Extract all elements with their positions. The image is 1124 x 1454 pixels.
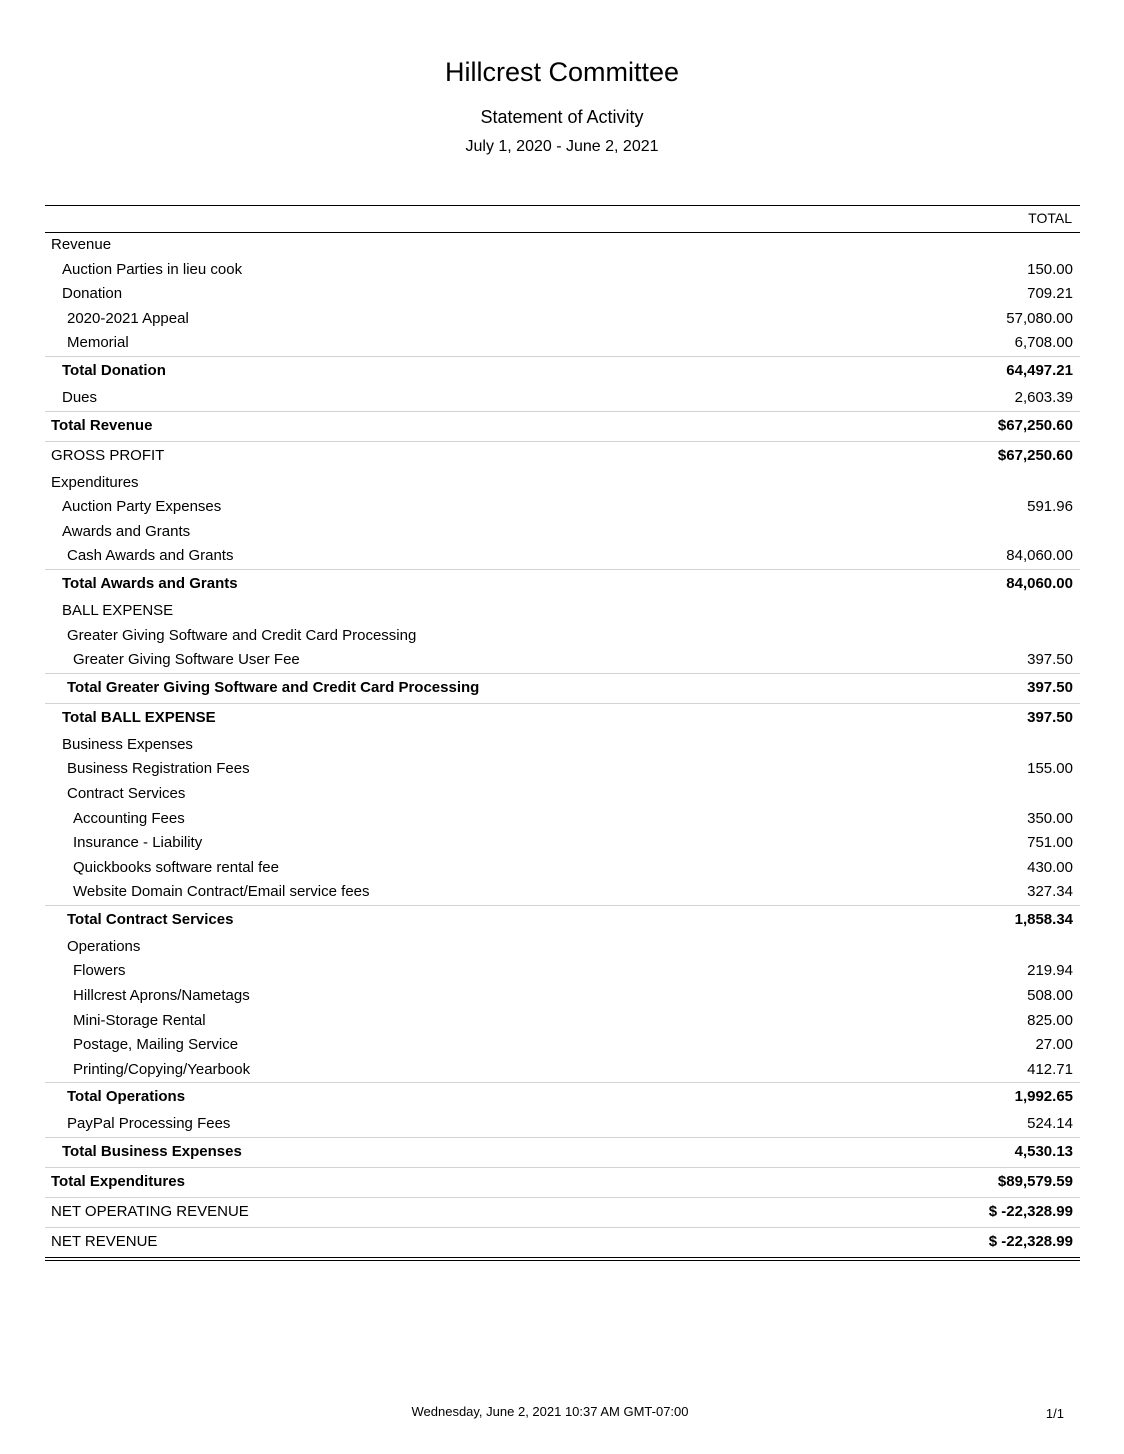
row-label: Total Contract Services — [67, 910, 234, 928]
row-label: Revenue — [51, 236, 112, 253]
double-underline — [45, 1257, 1080, 1261]
line-item-row — [45, 807, 1080, 832]
row-label: Memorial — [67, 334, 129, 352]
report-period: July 1, 2020 - June 2, 2021 — [465, 138, 659, 155]
line-item-row — [45, 984, 1080, 1009]
row-amount: 709.21 — [1027, 285, 1073, 303]
row-label: Total Operations — [67, 1088, 186, 1106]
total-row — [45, 411, 1080, 439]
statement-table — [45, 205, 1080, 1261]
column-header — [45, 206, 1080, 233]
row-label: Awards and Grants — [62, 522, 191, 540]
row-label: Website Domain Contract/Email service fees — [73, 883, 370, 901]
row-amount: $89,579.59 — [997, 1173, 1073, 1191]
section-row — [45, 233, 1080, 258]
row-amount: 430.00 — [1027, 858, 1073, 876]
line-item-row — [45, 386, 1080, 411]
line-item-row — [45, 1033, 1080, 1058]
row-amount: 397.50 — [1027, 708, 1073, 726]
line-item-row — [45, 1112, 1080, 1137]
row-label: Printing/Copying/Yearbook — [73, 1060, 251, 1078]
row-label: Cash Awards and Grants — [67, 547, 234, 565]
row-label: Flowers — [73, 962, 126, 980]
row-amount: 397.50 — [1027, 678, 1073, 696]
row-label: Accounting Fees — [73, 809, 185, 827]
row-label: Business Registration Fees — [67, 760, 250, 778]
row-label: Contract Services — [67, 784, 186, 802]
line-item-row — [45, 831, 1080, 856]
report-title: Statement of Activity — [480, 107, 644, 127]
statement-rows — [45, 233, 1080, 1255]
row-label: Total Revenue — [51, 416, 153, 434]
row-label: PayPal Processing Fees — [67, 1115, 231, 1133]
row-label: Donation — [62, 285, 123, 303]
row-amount: $67,250.60 — [997, 416, 1073, 434]
total-row — [45, 673, 1080, 701]
row-amount: 2,603.39 — [1014, 388, 1073, 406]
row-label: Mini-Storage Rental — [73, 1011, 206, 1029]
footer-timestamp: Wednesday, June 2, 2021 10:37 AM GMT-07:00 — [411, 1404, 689, 1419]
section-row — [45, 520, 1080, 545]
row-label: Total Expenditures — [51, 1173, 185, 1191]
row-amount: 84,060.00 — [1006, 547, 1073, 565]
row-label: Quickbooks software rental fee — [73, 858, 279, 876]
total-row — [45, 1167, 1080, 1195]
row-amount: 524.14 — [1027, 1115, 1073, 1133]
total-row — [45, 356, 1080, 384]
line-item-row — [45, 258, 1080, 283]
line-item-row — [45, 856, 1080, 881]
page-number: 1/1 — [1045, 1406, 1064, 1421]
row-amount: 508.00 — [1027, 987, 1073, 1005]
row-label: Hillcrest Aprons/Nametags — [73, 987, 250, 1005]
total-row — [45, 1082, 1080, 1110]
total-row — [45, 905, 1080, 933]
row-amount: 751.00 — [1027, 834, 1073, 852]
row-label: Total Donation — [62, 361, 166, 379]
line-item-row — [45, 959, 1080, 984]
line-item-row — [45, 282, 1080, 307]
row-label: Postage, Mailing Service — [73, 1036, 239, 1054]
row-label: Expenditures — [51, 473, 139, 491]
row-label: Business Expenses — [62, 735, 193, 753]
section-row — [45, 935, 1080, 960]
section-row — [45, 471, 1080, 496]
row-amount: 397.50 — [1027, 651, 1073, 669]
summary-row — [45, 441, 1080, 469]
section-row — [45, 624, 1080, 649]
row-amount: 1,858.34 — [1014, 910, 1073, 928]
section-row — [45, 599, 1080, 624]
row-amount: 4,530.13 — [1014, 1143, 1073, 1161]
line-item-row — [45, 880, 1080, 905]
row-amount: 57,080.00 — [1006, 309, 1073, 327]
row-amount: 150.00 — [1027, 260, 1073, 278]
row-label: NET OPERATING REVENUE — [51, 1203, 249, 1221]
row-label: 2020-2021 Appeal — [67, 309, 189, 327]
row-amount: $67,250.60 — [997, 446, 1073, 464]
row-label: Auction Party Expenses — [62, 498, 222, 516]
summary-row — [45, 1197, 1080, 1225]
row-label: BALL EXPENSE — [62, 601, 174, 619]
row-label: Insurance - Liability — [73, 834, 203, 852]
total-row — [45, 569, 1080, 597]
row-amount: 412.71 — [1027, 1060, 1073, 1078]
line-item-row — [45, 331, 1080, 356]
row-amount: 27.00 — [1035, 1036, 1073, 1054]
line-item-row — [45, 544, 1080, 569]
row-amount: 155.00 — [1027, 760, 1073, 778]
row-label: Total Greater Giving Software and Credit Card Processing — [67, 678, 480, 696]
row-amount: 591.96 — [1027, 498, 1073, 516]
line-item-row — [45, 307, 1080, 332]
row-amount: $ -22,328.99 — [988, 1203, 1073, 1221]
row-label: Auction Parties in lieu cook — [62, 260, 243, 278]
row-amount: 84,060.00 — [1006, 574, 1073, 592]
row-label: NET REVENUE — [51, 1233, 158, 1251]
line-item-row — [45, 1009, 1080, 1034]
company-name: Hillcrest Committee — [444, 57, 680, 87]
line-item-row — [45, 495, 1080, 520]
row-amount: 327.34 — [1027, 883, 1073, 901]
line-item-row — [45, 757, 1080, 782]
summary-row — [45, 1227, 1080, 1255]
row-amount: 825.00 — [1027, 1011, 1073, 1029]
row-label: Total Awards and Grants — [62, 574, 238, 592]
line-item-row — [45, 1058, 1080, 1083]
row-amount: 219.94 — [1027, 962, 1073, 980]
row-label: Operations — [67, 937, 141, 955]
section-row — [45, 733, 1080, 758]
row-amount: 1,992.65 — [1014, 1088, 1073, 1106]
row-label: Total Business Expenses — [62, 1143, 242, 1161]
row-amount: $ -22,328.99 — [988, 1233, 1073, 1251]
row-label: Greater Giving Software User Fee — [73, 651, 300, 669]
total-row — [45, 1137, 1080, 1165]
total-column-label: TOTAL — [1028, 210, 1072, 226]
line-item-row — [45, 648, 1080, 673]
row-amount: 6,708.00 — [1014, 334, 1073, 352]
section-row — [45, 782, 1080, 807]
row-amount: 350.00 — [1027, 809, 1073, 827]
row-label: Total BALL EXPENSE — [62, 708, 216, 726]
row-amount: 64,497.21 — [1006, 361, 1073, 379]
row-label: GROSS PROFIT — [51, 446, 165, 464]
row-label: Greater Giving Software and Credit Card Processing — [67, 626, 417, 644]
total-row — [45, 703, 1080, 731]
row-label: Dues — [62, 388, 98, 406]
